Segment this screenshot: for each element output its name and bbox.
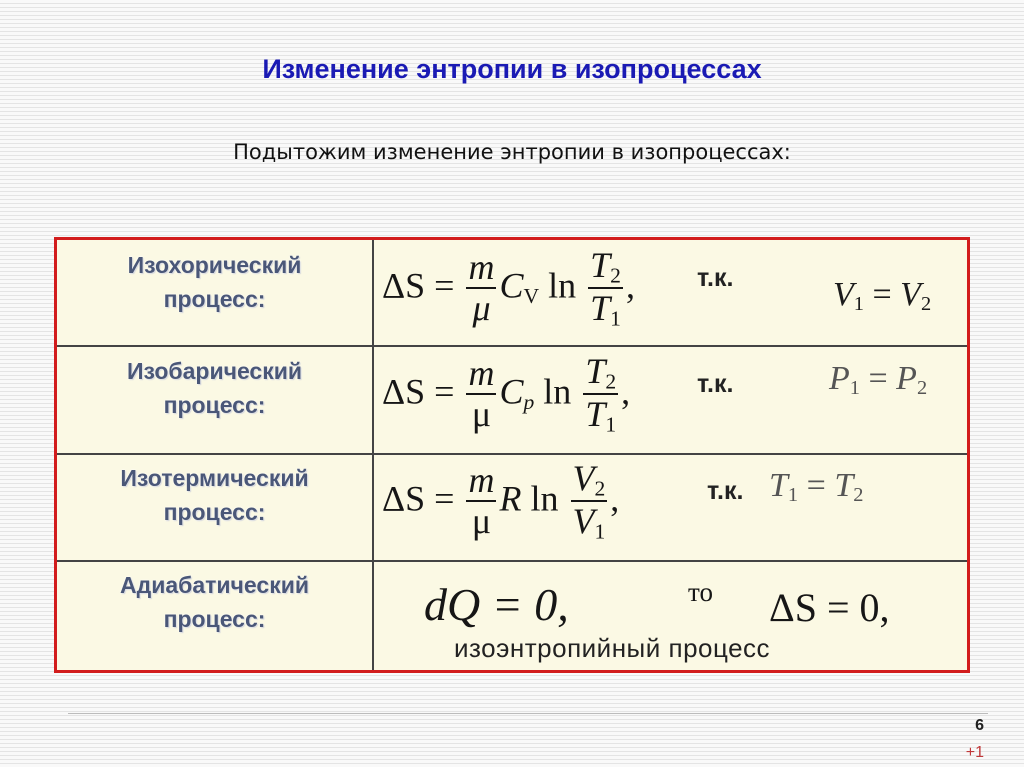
cond-b: V [900, 276, 921, 313]
condition-isochoric [833, 276, 931, 316]
cond-a-sub: 1 [787, 484, 799, 507]
formula-lhs: ΔS = [382, 478, 455, 519]
ratio-num-var: T [585, 351, 606, 391]
ratio-den-var: V [572, 501, 595, 542]
ratio-num-sub: 2 [594, 476, 606, 501]
frac-den: μ [466, 500, 496, 542]
slide-title: Изменение энтропии в изопроцессах [262, 54, 762, 84]
ln: ln [530, 478, 559, 519]
formula-lhs: ΔS = [382, 371, 455, 412]
ratio-den [571, 500, 608, 544]
cond-b-sub: 2 [853, 484, 864, 507]
cond-a-sub: 1 [853, 293, 864, 316]
ratio-num-var: T [590, 245, 611, 285]
ratio-num-var: V [572, 458, 595, 498]
frac-den: μ [466, 287, 496, 329]
label-line: Адиабатический [120, 572, 309, 598]
row-label-isochoric [57, 248, 372, 316]
ratio-den-sub: 1 [605, 412, 617, 437]
coef-sub: V [523, 283, 540, 308]
adiabatic-ds: ΔS = 0, [769, 585, 890, 630]
ratio-num-sub: 2 [610, 263, 621, 288]
label-line: Изобарический [126, 358, 303, 384]
coef: C [499, 371, 524, 412]
label-line: Изотермический [120, 465, 309, 491]
column-divider [372, 240, 374, 670]
cond-b: T [834, 467, 854, 504]
label-line: процесс: [163, 392, 266, 418]
isentropic-note: изоэнтропийный процесс [454, 633, 771, 663]
formula-tail: , [610, 478, 620, 519]
adiabatic-to: то [688, 577, 713, 607]
footer-divider [68, 713, 988, 714]
plus-one-badge[interactable]: +1 [965, 744, 984, 761]
ratio-den [583, 393, 618, 437]
cond-a-sub: 1 [849, 377, 860, 400]
adiabatic-dq: dQ = 0, [424, 579, 569, 630]
frac-den: μ [466, 393, 496, 435]
ln: ln [543, 371, 572, 412]
ratio-den-sub: 1 [594, 519, 606, 544]
label-line: процесс: [163, 286, 266, 312]
ratio-num-sub: 2 [605, 369, 617, 394]
entropy-table [54, 237, 970, 673]
coef: C [499, 265, 524, 306]
tk-label: т.к. [697, 370, 734, 398]
cond-a: T [769, 467, 788, 504]
cond-eq: = [859, 360, 897, 397]
fraction-ratio [571, 460, 608, 544]
formula-isobaric [382, 353, 630, 437]
fraction-ratio [583, 353, 618, 437]
label-line: процесс: [163, 606, 266, 632]
condition-isobaric [829, 360, 927, 400]
cond-a: V [833, 276, 854, 313]
ratio-den-var: T [590, 288, 611, 329]
ratio-num [588, 247, 623, 287]
cond-a: P [829, 360, 850, 397]
fraction-m-mu [466, 249, 496, 328]
formula-tail: , [621, 371, 631, 412]
tk-label: т.к. [697, 264, 734, 292]
fraction-m-mu [466, 355, 496, 434]
frac-num: m [468, 353, 495, 394]
cond-b-sub: 2 [920, 293, 932, 316]
fraction-ratio [588, 247, 623, 331]
coef: R [499, 478, 522, 519]
row-divider [57, 560, 967, 562]
cond-b: P [896, 360, 917, 397]
ratio-den-sub: 1 [610, 306, 621, 331]
label-line: процесс: [163, 499, 266, 525]
formula-isothermal [382, 460, 619, 544]
ln: ln [548, 265, 577, 306]
slide-subtitle: Подытожим изменение энтропии в изопроцессах: [233, 140, 791, 164]
row-label-isobaric [57, 354, 372, 422]
row-divider [57, 453, 967, 455]
ratio-num [571, 460, 608, 500]
ratio-den [588, 287, 623, 331]
row-label-isothermal [57, 461, 372, 529]
fraction-m-mu [466, 462, 496, 541]
frac-num: m [468, 460, 495, 501]
formula-tail: , [625, 265, 635, 306]
row-divider [57, 345, 967, 347]
ratio-den-var: T [585, 394, 606, 435]
cond-eq: = [798, 467, 835, 504]
formula-lhs: ΔS = [382, 265, 455, 306]
frac-num: m [468, 247, 495, 288]
tk-label: т.к. [707, 477, 744, 505]
ratio-num [583, 353, 618, 393]
label-line: Изохорический [127, 252, 302, 278]
condition-isothermal [769, 467, 863, 507]
row-label-adiabatic [57, 568, 372, 636]
formula-isochoric [382, 247, 635, 331]
cond-eq: = [863, 276, 901, 313]
coef-sub: p [523, 389, 535, 414]
cond-b-sub: 2 [916, 377, 928, 400]
page-number: 6 [975, 717, 984, 734]
